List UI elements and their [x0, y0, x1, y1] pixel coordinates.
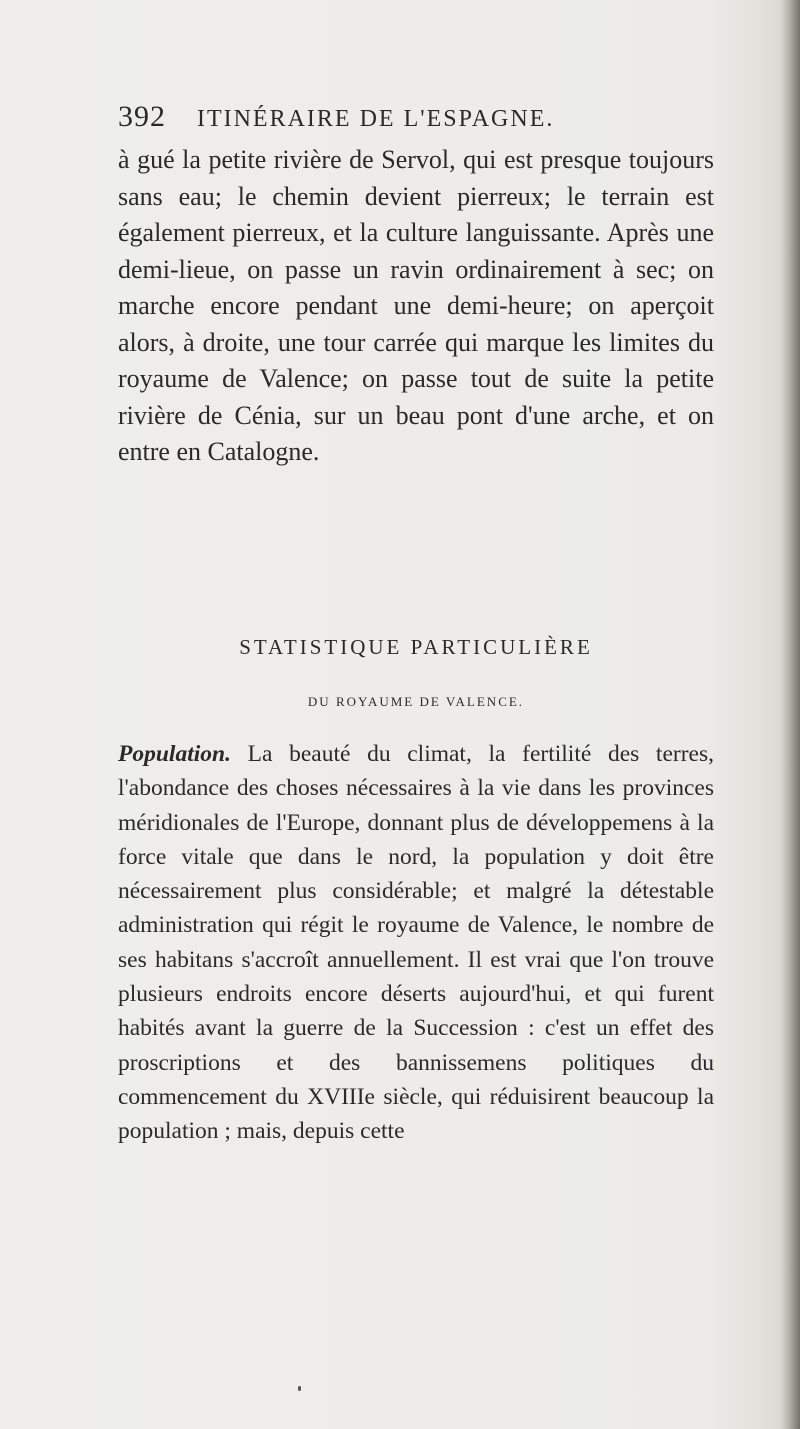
population-text: La beauté du climat, la fertilité des terres, l'abondance des choses nécessaires à la vie dans les provinces méridionales de l'Europe, donnant plus de développemens à la force vitale que dans le nord, la population y doit être nécessairement plus considérable; et malgré la détestable administration qui régit le royaume de Valence, le nombre de ses habitans s'accroît annuellement. Il est vrai que l'on trouve plusieurs endroits encore déserts aujourd'hui, et qui furent habités avant la guerre de la Succession : c'est un effet des proscriptions et des bannissemens politiques du commencement du XVIIIe siècle, qui réduisirent beaucoup la population ; mais, depuis cette	[118, 741, 714, 1145]
page-number: 392	[118, 100, 166, 133]
page-edge-shadow	[780, 0, 800, 1429]
section-title: STATISTIQUE PARTICULIÈRE	[239, 635, 593, 659]
running-title: ITINÉRAIRE DE L'ESPAGNE.	[196, 106, 555, 132]
paragraph-population	[118, 737, 714, 1149]
paragraph-route: à gué la petite rivière de Servol, qui est presque toujours sans eau; le chemin devient pierreux; le terrain est également pierreux, et la culture languissante. Après une demi-lieue, on passe un ravin ordinairement à sec; on marche encore pendant une demi-heure; on aperçoit alors, à droite, une tour carrée qui marque les limites du royaume de Valence; on passe tout de suite la petite rivière de Cénia, sur un beau pont d'une arche, et on entre en Catalogne.	[118, 145, 714, 466]
section-subtitle: DU ROYAUME DE VALENCE.	[307, 694, 525, 709]
ink-speck	[298, 1386, 301, 1391]
population-lead-in: Population.	[118, 741, 231, 767]
page-header	[118, 100, 718, 140]
